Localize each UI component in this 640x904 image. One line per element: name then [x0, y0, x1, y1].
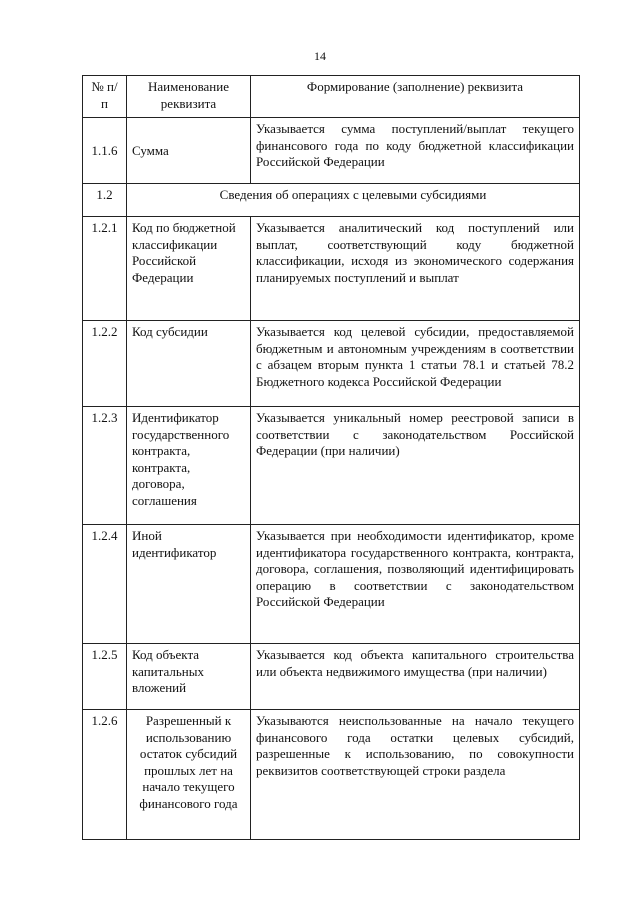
row-name: Код субсидии — [127, 321, 251, 407]
row-description: Указываются неиспользованные на начало текущего финансового года остатки целевых субсидий, разрешенные к использованию, по совокупности реквизитов соответствующей строки раздела — [251, 710, 580, 840]
row-number: 1.2.1 — [83, 217, 127, 321]
section-title: Сведения об операциях с целевыми субсидиями — [127, 184, 580, 217]
header-desc: Формирование (заполнение) реквизита — [251, 76, 580, 118]
row-description: Указывается уникальный номер реестровой записи в соответствии с законодательством Российской Федерации (при наличии) — [251, 407, 580, 525]
row-name: Код объекта капитальных вложений — [127, 644, 251, 710]
table-row — [83, 118, 580, 184]
section-number: 1.2 — [83, 184, 127, 217]
row-description: Указывается аналитический код поступлений или выплат, соответствующий коду бюджетной классификации, исходя из экономического содержания планируемых поступлений и выплат — [251, 217, 580, 321]
header-name: Наименование реквизита — [127, 76, 251, 118]
table-row — [83, 321, 580, 407]
row-description: Указывается сумма поступлений/выплат текущего финансового года по коду бюджетной классификации Российской Федерации — [251, 118, 580, 184]
row-name: Сумма — [127, 118, 251, 184]
row-number: 1.2.2 — [83, 321, 127, 407]
table-header-row — [83, 76, 580, 118]
row-description: Указывается при необходимости идентификатор, кроме идентификатора государственного контракта, контракта, договора, соглашения, позволяющий идентифицировать операцию в соответствии с законодательством Российской Федерации — [251, 525, 580, 644]
row-description: Указывается код целевой субсидии, предоставляемой бюджетным и автономным учреждениям в соответствии с абзацем вторым пункта 1 статьи 78.1 и статьей 78.2 Бюджетного кодекса Российской Федерации — [251, 321, 580, 407]
table-row — [83, 525, 580, 644]
row-number: 1.2.6 — [83, 710, 127, 840]
row-name: Разрешенный к использованию остаток субсидий прошлых лет на начало текущего финансового года — [127, 710, 251, 840]
table-row — [83, 407, 580, 525]
row-number: 1.2.4 — [83, 525, 127, 644]
header-num: № п/п — [83, 76, 127, 118]
table-row — [83, 710, 580, 840]
row-number: 1.2.5 — [83, 644, 127, 710]
requisites-table — [82, 75, 580, 840]
row-number: 1.1.6 — [83, 118, 127, 184]
section-row — [83, 184, 580, 217]
page-number: 14 — [314, 49, 326, 63]
row-name: Код по бюджетной классификации Российской Федерации — [127, 217, 251, 321]
row-description: Указывается код объекта капитального строительства или объекта недвижимого имущества (при наличии) — [251, 644, 580, 710]
table-row — [83, 644, 580, 710]
row-name: Идентификатор государственного контракта, контракта, договора, соглашения — [127, 407, 251, 525]
row-number: 1.2.3 — [83, 407, 127, 525]
row-name: Иной идентификатор — [127, 525, 251, 644]
table-row — [83, 217, 580, 321]
